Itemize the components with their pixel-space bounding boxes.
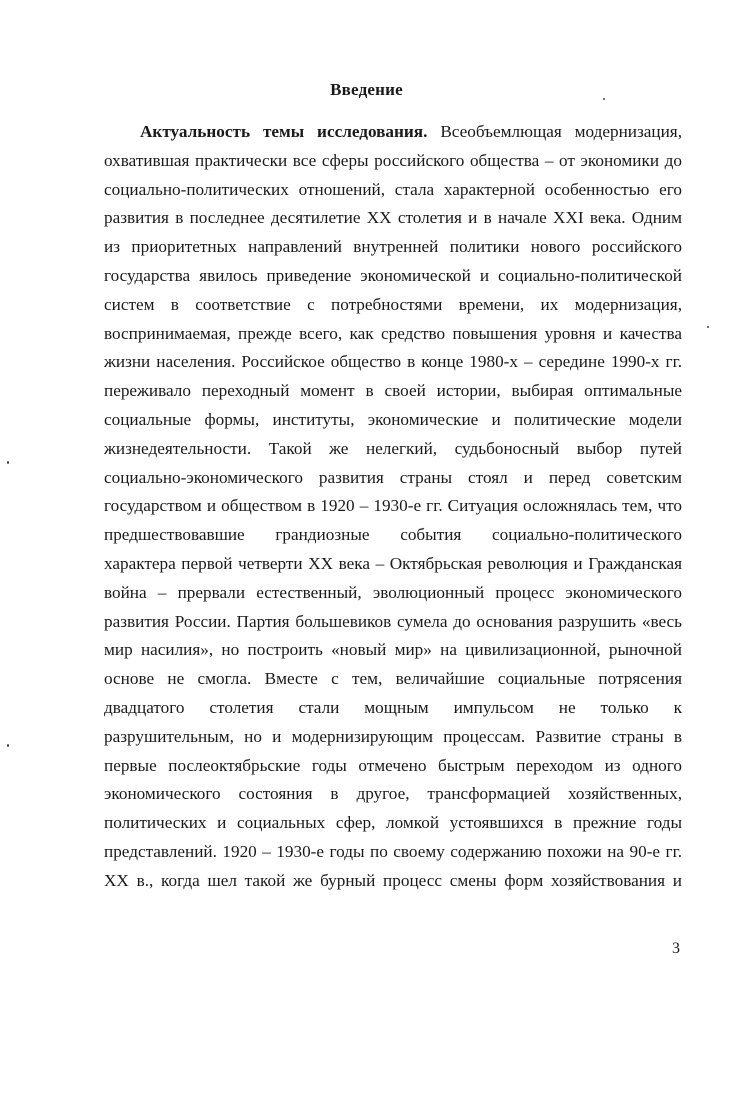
paragraph-line: развития в последнее десятилетие XX столетия и в начале XXI века. Одним xyxy=(104,208,682,228)
paragraph-line: основе не смогла. Вместе с тем, величайшие социальные потрясения xyxy=(104,669,682,689)
paragraph-line: характера первой четверти XX века – Октябрьская революция и Гражданская xyxy=(104,553,682,573)
scan-speck xyxy=(7,744,9,747)
paragraph-line: жизни населения. Российское общество в конце 1980-х – середине 1990-х гг. xyxy=(104,352,682,372)
paragraph-line: социально-политических отношений, стала характерной особенностью его xyxy=(104,179,682,199)
paragraph-line: экономического состояния в другое, трансформацией хозяйственных, xyxy=(104,784,682,804)
scan-speck xyxy=(603,98,605,100)
paragraph-line: Актуальность темы исследования. Всеобъемлющая модернизация, xyxy=(140,122,683,141)
paragraph-line: двадцатого столетия стали мощным импульсом не только к xyxy=(104,697,682,717)
paragraph-line: политических и социальных сфер, ломкой устоявшихся в прежние годы xyxy=(104,813,682,833)
paragraph-line: представлений. 1920 – 1930-е годы по своему содержанию похожи на 90-е гг. xyxy=(104,841,682,861)
paragraph-line: из приоритетных направлений внутренней политики нового российского xyxy=(104,237,682,257)
paragraph-line: развития России. Партия большевиков сумела до основания разрушить «весь xyxy=(104,611,682,631)
paragraph-line: XX в., когда шел такой же бурный процесс смены форм хозяйствования и xyxy=(104,870,682,890)
paragraph-line: первые послеоктябрьские годы отмечено быстрым переходом из одного xyxy=(104,755,682,775)
paragraph-line: государства явилось приведение экономической и социально-политической xyxy=(104,265,682,285)
paragraph-line: государством и обществом в 1920 – 1930-е гг. Ситуация осложнялась тем, что xyxy=(104,496,682,516)
paragraph-line: социально-экономического развития страны стоял и перед советским xyxy=(104,467,682,487)
scan-speck xyxy=(707,326,709,328)
paragraph-line: воспринимаемая, прежде всего, как средство повышения уровня и качества xyxy=(104,323,682,343)
paragraph-line: предшествовавшие грандиозные события социально-политического xyxy=(104,525,682,545)
paragraph-line: охватившая практически все сферы российского общества – от экономики до xyxy=(104,150,682,170)
paragraph-line: война – прервали естественный, эволюционный процесс экономического xyxy=(104,582,682,602)
section-heading: Введение xyxy=(330,80,403,99)
paragraph-line: социальные формы, институты, экономические и политические модели xyxy=(104,409,682,429)
paragraph-line: мир насилия», но построить «новый мир» на цивилизационной, рыночной xyxy=(104,640,682,660)
paragraph-line: жизнедеятельности. Такой же нелегкий, судьбоносный выбор путей xyxy=(104,438,682,458)
lead-phrase: Актуальность темы исследования. xyxy=(140,122,428,141)
paragraph-line: систем в соответствие с потребностями времени, их модернизация, xyxy=(104,294,682,314)
scan-speck xyxy=(7,461,9,464)
paragraph-line: переживало переходный момент в своей истории, выбирая оптимальные xyxy=(104,381,682,401)
page-number: 3 xyxy=(672,940,680,957)
paragraph-line: разрушительным, но и модернизирующим процессам. Развитие страны в xyxy=(104,726,682,746)
body-paragraph xyxy=(104,118,682,896)
